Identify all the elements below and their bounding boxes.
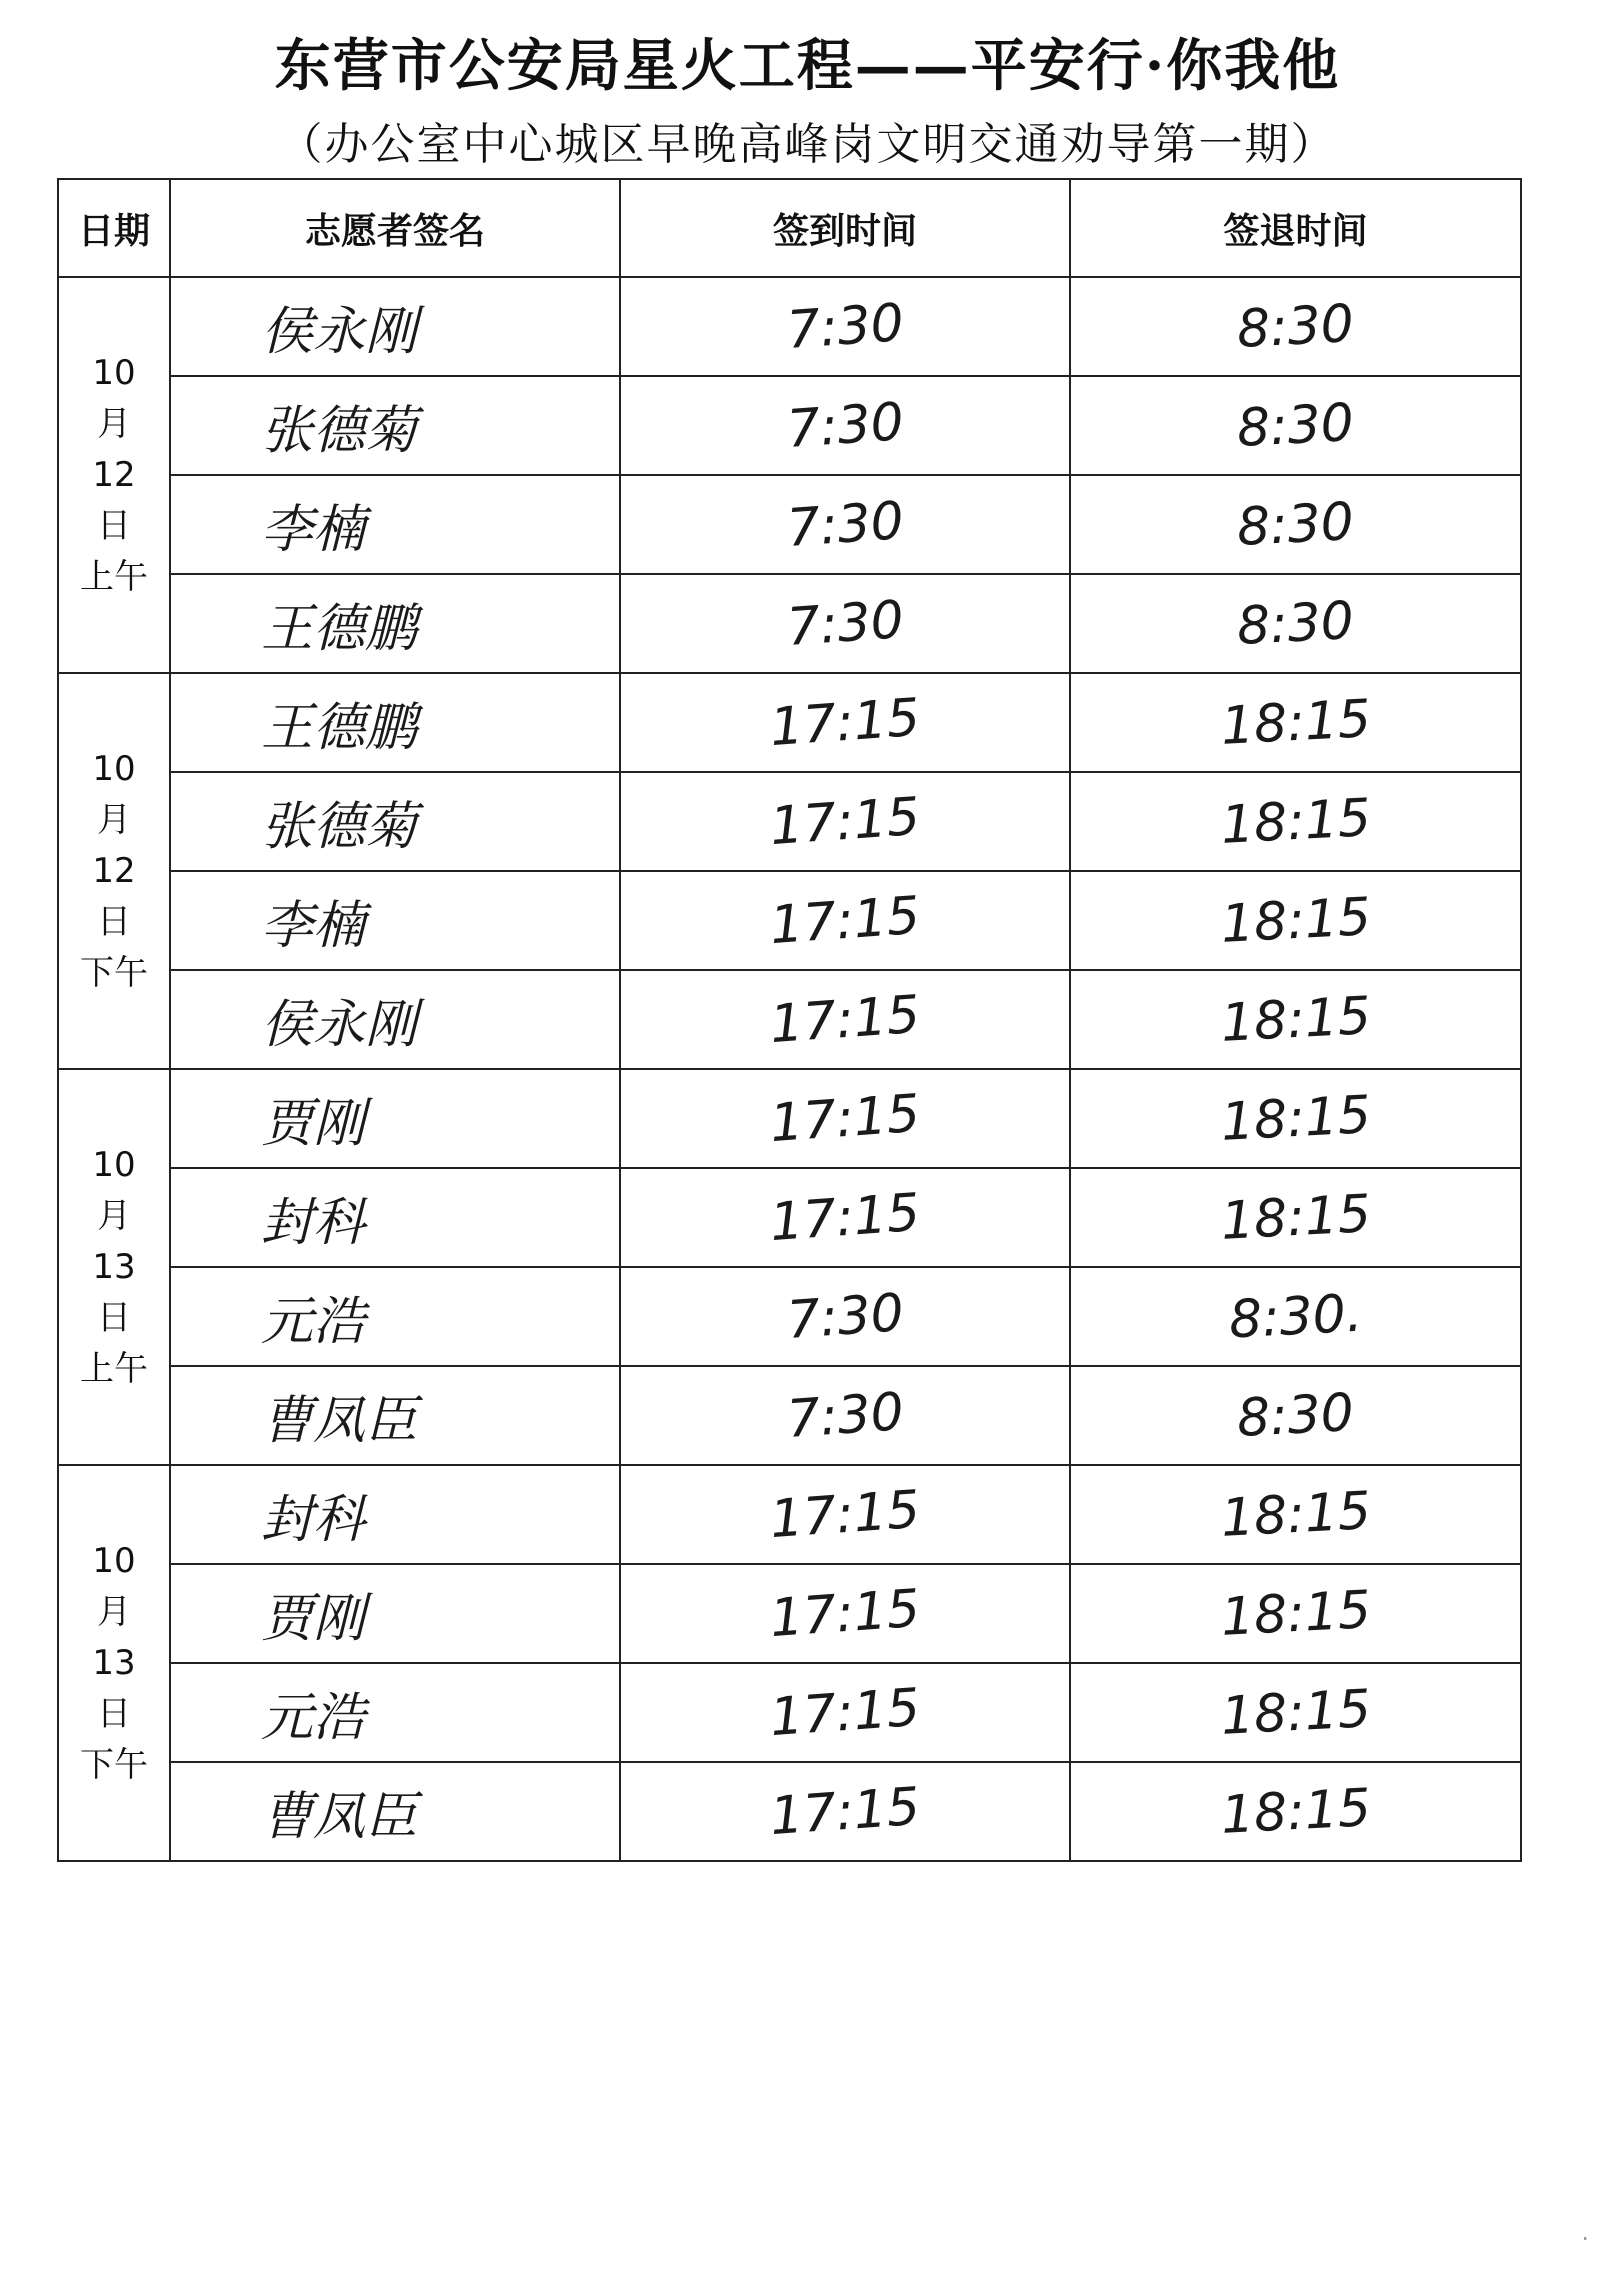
table-row <box>58 772 1521 871</box>
table-row <box>58 1762 1521 1861</box>
signature-cell <box>170 673 620 772</box>
date-line: 月 <box>97 799 131 840</box>
checkin-cell <box>620 1564 1070 1663</box>
table-row <box>58 673 1521 772</box>
volunteer-signature: 张德菊 <box>261 401 418 461</box>
table-row <box>58 376 1521 475</box>
volunteer-signature: 封科 <box>261 1193 366 1253</box>
table-header-row <box>58 179 1521 277</box>
checkout-time: 18:15 <box>1219 1678 1372 1747</box>
checkout-cell <box>1070 376 1521 475</box>
document-subtitle: （办公室中心城区早晚高峰岗文明交通劝导第一期） <box>278 119 1337 170</box>
signature-cell <box>170 1762 620 1861</box>
checkout-cell <box>1070 772 1521 871</box>
table-row <box>58 1267 1521 1366</box>
checkout-time: 18:15 <box>1219 985 1372 1054</box>
volunteer-signature: 侯永刚 <box>261 995 418 1055</box>
column-header-checkin: 签到时间 <box>620 179 1070 277</box>
volunteer-signature: 元浩 <box>261 1688 366 1748</box>
signature-cell <box>170 1465 620 1564</box>
table-row <box>58 1069 1521 1168</box>
column-header-checkout: 签退时间 <box>1070 179 1521 277</box>
date-line: 日 <box>97 1297 131 1338</box>
checkin-time: 7:30 <box>784 589 906 658</box>
checkin-time: 17:15 <box>768 1083 922 1154</box>
date-cell <box>58 277 170 673</box>
checkout-cell <box>1070 1267 1521 1366</box>
checkin-cell <box>620 1762 1070 1861</box>
checkin-cell <box>620 970 1070 1069</box>
checkin-cell <box>620 1069 1070 1168</box>
checkout-time: 8:30 <box>1235 1382 1356 1449</box>
volunteer-signature: 贾刚 <box>261 1589 366 1649</box>
table-row <box>58 1366 1521 1465</box>
volunteer-signature: 曹凤臣 <box>261 1391 418 1451</box>
checkout-cell <box>1070 1069 1521 1168</box>
date-line: 12 <box>92 850 136 891</box>
volunteer-signature: 李楠 <box>261 500 366 560</box>
table-body <box>58 277 1521 1861</box>
checkout-time: 8:30 <box>1235 590 1356 657</box>
date-line: 10 <box>92 352 136 393</box>
table-row <box>58 1168 1521 1267</box>
checkin-time: 17:15 <box>768 687 922 758</box>
signature-cell <box>170 1663 620 1762</box>
signature-cell <box>170 970 620 1069</box>
checkin-cell <box>620 475 1070 574</box>
column-header-signature: 志愿者签名 <box>170 179 620 277</box>
volunteer-signature: 侯永刚 <box>261 302 418 362</box>
checkin-cell <box>620 1267 1070 1366</box>
checkout-cell <box>1070 1564 1521 1663</box>
signature-cell <box>170 1168 620 1267</box>
date-line: 日 <box>97 1693 131 1734</box>
volunteer-signature: 李楠 <box>261 896 366 956</box>
checkout-cell <box>1070 1663 1521 1762</box>
checkout-time: 18:15 <box>1219 1183 1372 1252</box>
checkin-cell <box>620 574 1070 673</box>
date-line: 日 <box>97 901 131 942</box>
volunteer-signature: 王德鹏 <box>261 599 418 659</box>
checkin-cell <box>620 1663 1070 1762</box>
signature-cell <box>170 277 620 376</box>
table-row <box>58 1465 1521 1564</box>
table-row <box>58 277 1521 376</box>
column-header-date: 日期 <box>58 179 170 277</box>
checkout-cell <box>1070 574 1521 673</box>
volunteer-signature: 封科 <box>261 1490 366 1550</box>
date-line: 下午 <box>80 1744 148 1785</box>
document-title: 东营市公安局星火工程——平安行·你我他 <box>274 33 1341 99</box>
date-line: 13 <box>92 1642 136 1683</box>
checkin-time: 17:15 <box>768 1677 922 1748</box>
checkout-time: 18:15 <box>1219 1084 1372 1153</box>
volunteer-signature: 张德菊 <box>261 797 418 857</box>
checkin-cell <box>620 673 1070 772</box>
checkout-cell <box>1070 1465 1521 1564</box>
date-line: 10 <box>92 1144 136 1185</box>
signature-cell <box>170 376 620 475</box>
scan-speck: · <box>1581 2225 1589 2253</box>
checkout-cell <box>1070 1168 1521 1267</box>
checkout-cell <box>1070 673 1521 772</box>
checkout-time: 18:15 <box>1219 1777 1372 1846</box>
volunteer-signature: 贾刚 <box>261 1094 366 1154</box>
date-cell <box>58 1069 170 1465</box>
date-cell <box>58 1465 170 1861</box>
checkout-cell <box>1070 475 1521 574</box>
checkin-time: 17:15 <box>768 1776 922 1847</box>
checkin-time: 17:15 <box>768 786 922 857</box>
date-line: 下午 <box>80 952 148 993</box>
checkout-time: 8:30 <box>1235 293 1356 360</box>
checkout-cell <box>1070 1762 1521 1861</box>
date-line: 10 <box>92 1540 136 1581</box>
table-row <box>58 574 1521 673</box>
signature-cell <box>170 1267 620 1366</box>
checkin-time: 7:30 <box>784 1282 906 1351</box>
date-line: 月 <box>97 1591 131 1632</box>
date-line: 上午 <box>80 556 148 597</box>
date-line: 12 <box>92 454 136 495</box>
checkin-cell <box>620 1168 1070 1267</box>
checkin-time: 17:15 <box>768 1578 922 1649</box>
date-line: 月 <box>97 403 131 444</box>
date-line: 10 <box>92 748 136 789</box>
checkout-cell <box>1070 1366 1521 1465</box>
checkin-cell <box>620 772 1070 871</box>
checkout-cell <box>1070 970 1521 1069</box>
checkout-time: 18:15 <box>1219 1579 1372 1648</box>
checkout-cell <box>1070 871 1521 970</box>
date-line: 13 <box>92 1246 136 1287</box>
checkout-time: 18:15 <box>1219 787 1372 856</box>
checkout-time: 18:15 <box>1219 886 1372 955</box>
volunteer-signature: 王德鹏 <box>261 698 418 758</box>
table-row <box>58 970 1521 1069</box>
checkin-time: 7:30 <box>784 292 906 361</box>
checkin-cell <box>620 277 1070 376</box>
table-row <box>58 1564 1521 1663</box>
checkin-time: 17:15 <box>768 885 922 956</box>
signature-cell <box>170 1366 620 1465</box>
checkin-time: 7:30 <box>784 1381 906 1450</box>
checkin-time: 7:30 <box>784 391 906 460</box>
signin-table <box>57 178 1522 1862</box>
checkout-time: 8:30. <box>1227 1283 1364 1350</box>
signature-cell <box>170 772 620 871</box>
checkin-time: 17:15 <box>768 1182 922 1253</box>
checkin-cell <box>620 376 1070 475</box>
table-row <box>58 475 1521 574</box>
signature-cell <box>170 1564 620 1663</box>
table-row <box>58 871 1521 970</box>
signature-cell <box>170 574 620 673</box>
volunteer-signature: 曹凤臣 <box>261 1787 418 1847</box>
checkin-time: 17:15 <box>768 1479 922 1550</box>
signature-cell <box>170 871 620 970</box>
volunteer-signature: 元浩 <box>261 1292 366 1352</box>
date-line: 日 <box>97 505 131 546</box>
checkin-time: 17:15 <box>768 984 922 1055</box>
checkin-cell <box>620 1366 1070 1465</box>
checkout-time: 18:15 <box>1219 688 1372 757</box>
checkin-time: 7:30 <box>784 490 906 559</box>
date-line: 月 <box>97 1195 131 1236</box>
checkin-cell <box>620 871 1070 970</box>
date-cell <box>58 673 170 1069</box>
checkout-time: 8:30 <box>1235 491 1356 558</box>
signature-cell <box>170 475 620 574</box>
checkout-time: 18:15 <box>1219 1480 1372 1549</box>
checkout-cell <box>1070 277 1521 376</box>
table-row <box>58 1663 1521 1762</box>
checkout-time: 8:30 <box>1235 392 1356 459</box>
date-line: 上午 <box>80 1348 148 1389</box>
checkin-cell <box>620 1465 1070 1564</box>
signature-cell <box>170 1069 620 1168</box>
